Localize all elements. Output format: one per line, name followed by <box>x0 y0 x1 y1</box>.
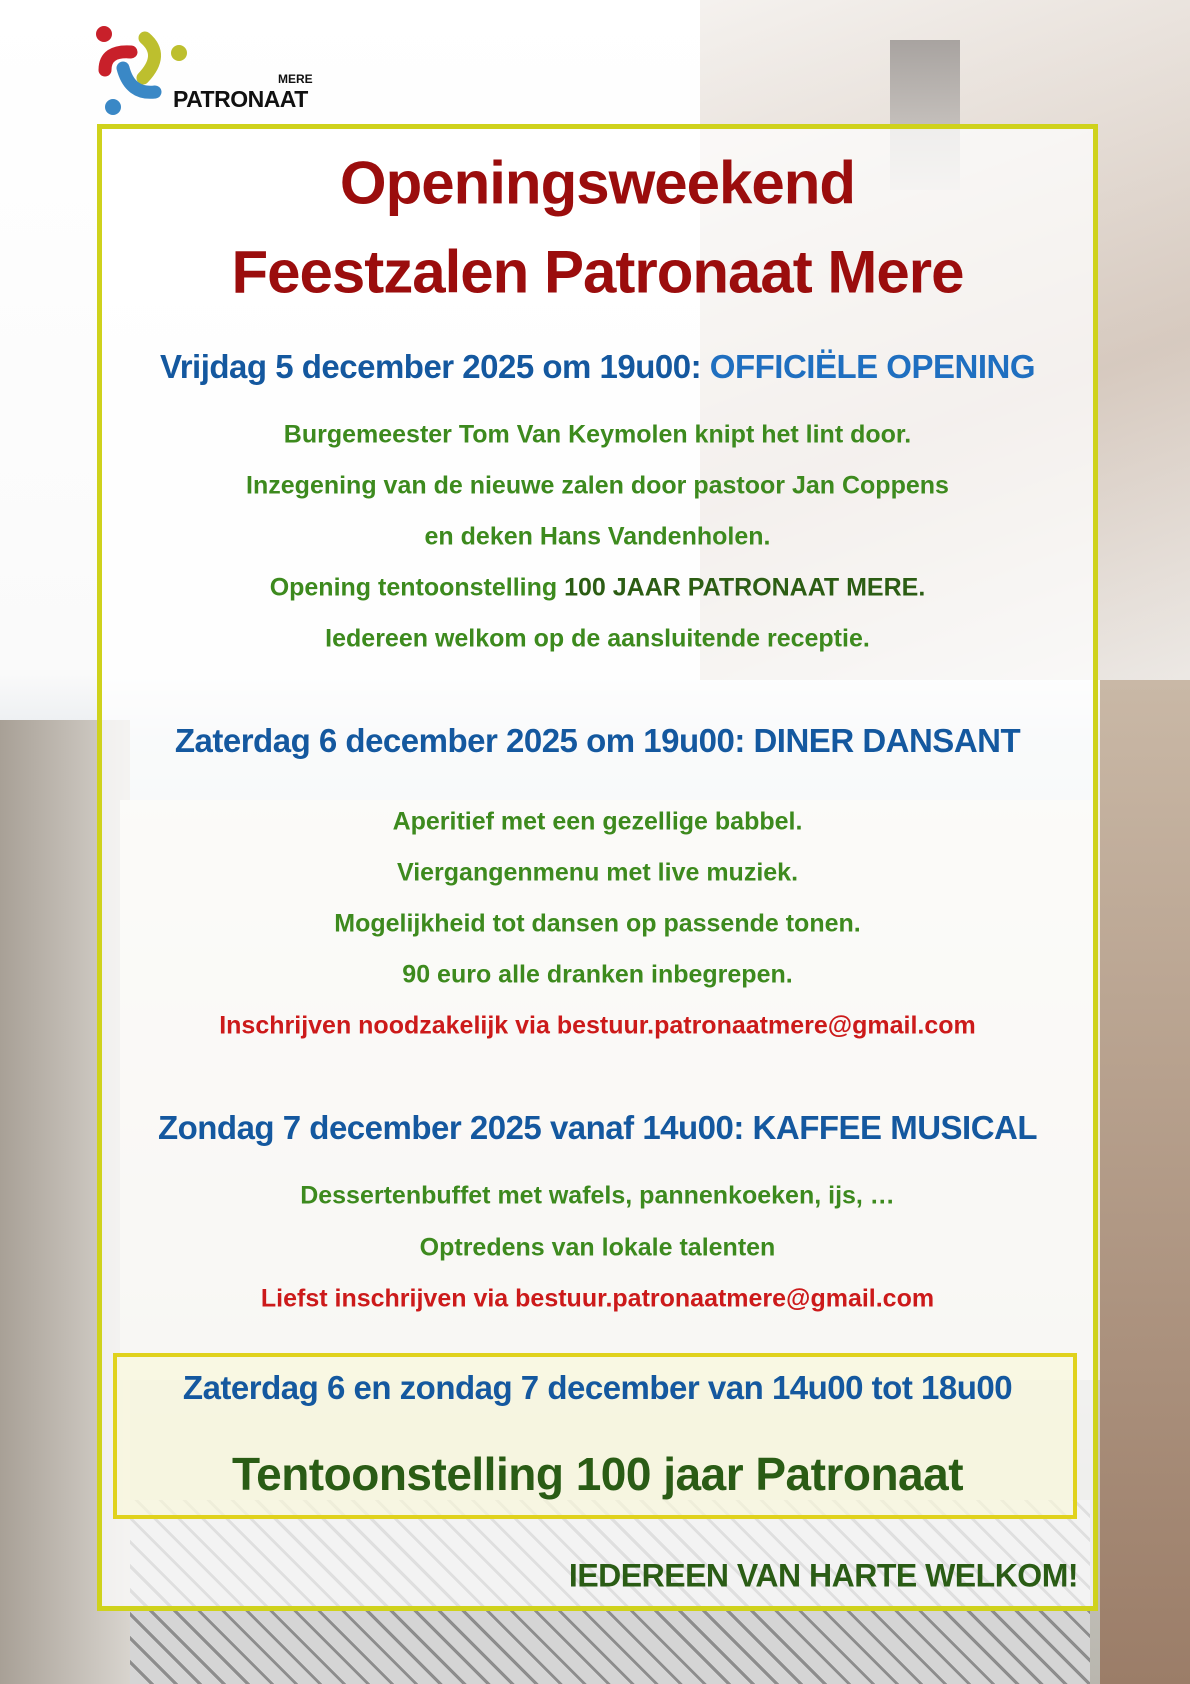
friday-line: Burgemeester Tom Van Keymolen knipt het lint door. <box>283 420 912 449</box>
exhibit-prefix: Opening tentoonstelling <box>269 573 558 602</box>
saturday-heading: Zaterdag 6 december 2025 om 19u00: DINER DANSANT <box>174 722 1021 759</box>
saturday-signup: Inschrijven noodzakelijk via bestuur.patronaatmere@gmail.com <box>219 1011 976 1040</box>
sunday-line: Dessertenbuffet met wafels, pannenkoeken, ijs, … <box>300 1181 895 1210</box>
logo-patronaat: PATRONAAT <box>173 86 308 112</box>
background-brick-wall <box>1100 680 1190 1684</box>
welcome-text: IEDEREEN VAN HARTE WELKOM! <box>568 1557 1078 1594</box>
exhibition-dates: Zaterdag 6 en zondag 7 december van 14u00 tot 18u00 <box>182 1369 1013 1406</box>
saturday-line: 90 euro alle dranken inbegrepen. <box>402 960 793 989</box>
friday-exhibit-line <box>97 574 1098 603</box>
sunday-line: Optredens van lokale talenten <box>419 1233 776 1262</box>
title-line-1: Openingsweekend <box>339 149 856 217</box>
logo-mere: MERE <box>278 72 313 86</box>
friday-line: Inzegening van de nieuwe zalen door pastoor Jan Coppens <box>246 471 949 500</box>
exhibit-name: 100 JAAR PATRONAAT MERE. <box>564 573 926 602</box>
exhibition-title: Tentoonstelling 100 jaar Patronaat <box>231 1448 964 1500</box>
friday-event: OFFICIËLE OPENING <box>709 348 1035 385</box>
title-line-2: Feestzalen Patronaat Mere <box>231 238 964 306</box>
saturday-line: Aperitief met een gezellige babbel. <box>392 807 803 836</box>
sunday-signup: Liefst inschrijven via bestuur.patronaatmere@gmail.com <box>260 1284 935 1313</box>
friday-date: Vrijdag 5 december 2025 om 19u00: <box>160 348 702 385</box>
saturday-line: Mogelijkheid tot dansen op passende tonen. <box>334 909 861 938</box>
friday-line: en deken Hans Vandenholen. <box>424 522 771 551</box>
patronaat-logo <box>95 20 335 120</box>
sunday-heading: Zondag 7 december 2025 vanaf 14u00: KAFFEE MUSICAL <box>157 1109 1038 1146</box>
friday-reception: Iedereen welkom op de aansluitende receptie. <box>325 624 870 653</box>
friday-heading <box>97 348 1098 386</box>
saturday-line: Viergangenmenu met live muziek. <box>396 858 799 887</box>
